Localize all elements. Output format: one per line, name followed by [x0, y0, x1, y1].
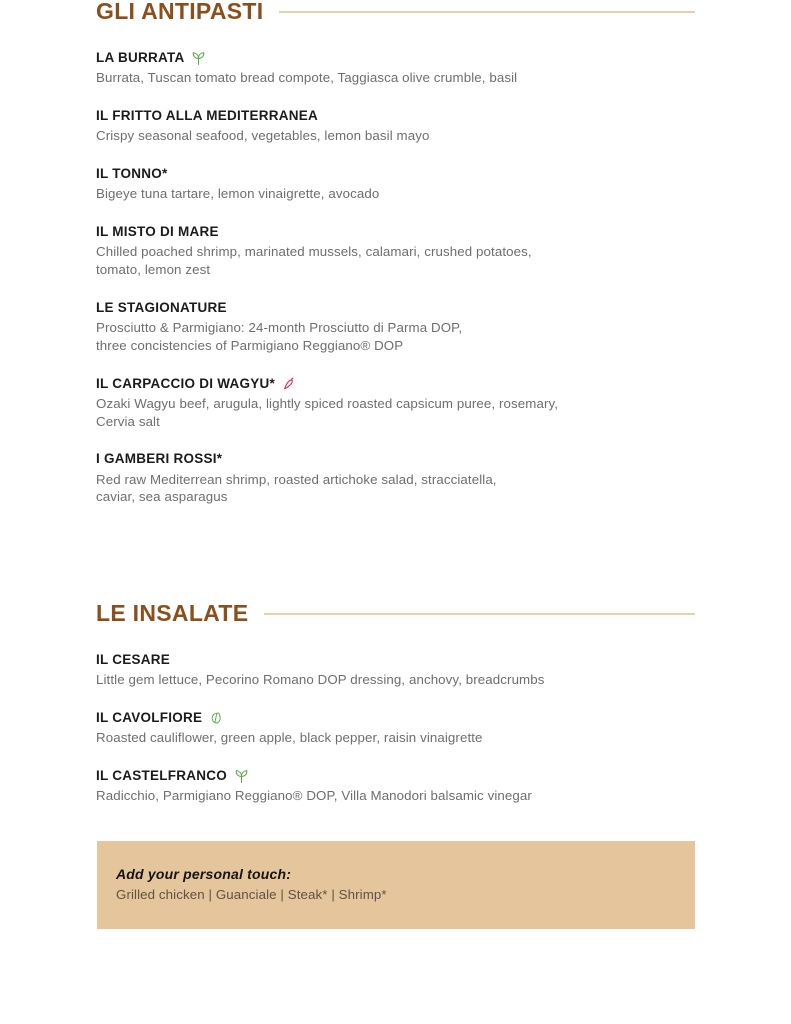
- menu-item: [96, 300, 695, 355]
- section-header-insalate: [96, 602, 695, 625]
- section-title: GLI ANTIPASTI: [96, 0, 264, 24]
- menu-item: [96, 768, 695, 805]
- menu-item-name: IL CARPACCIO DI WAGYU*: [96, 375, 276, 391]
- menu-item-heading: [96, 376, 695, 392]
- menu-item-description: Crispy seasonal seafood, vegetables, lemon basil mayo: [96, 128, 430, 144]
- menu-item-heading: [96, 652, 695, 668]
- menu-item-name: IL CAVOLFIORE: [96, 710, 203, 726]
- menu-item-description: Little gem lettuce, Pecorino Romano DOP dressing, anchovy, breadcrumbs: [96, 672, 545, 688]
- menu-item-heading: [96, 451, 695, 467]
- menu-item-name: IL CESARE: [96, 652, 171, 668]
- menu-item-name: IL MISTO DI MARE: [96, 224, 219, 239]
- menu-item-list-insalate: [96, 652, 695, 805]
- spicy-chili-icon: [282, 376, 297, 391]
- menu-item-description: Radicchio, Parmigiano Reggiano® DOP, Villa Manodori balsamic vinegar: [96, 788, 532, 804]
- menu-item-name: LA BURRATA: [96, 50, 185, 65]
- menu-item-heading: [96, 300, 695, 316]
- menu-item: [96, 451, 695, 506]
- menu-item-name: I GAMBERI ROSSI*: [96, 451, 223, 467]
- menu-item-description: Chilled poached shrimp, marinated mussels, calamari, crushed potatoes, tomato, lemon zest: [96, 244, 532, 277]
- menu-item: [96, 50, 695, 87]
- menu-section-insalate: [96, 602, 695, 929]
- menu-item-description: Bigeye tuna tartare, lemon vinaigrette, avocado: [96, 186, 380, 202]
- menu-item-list-antipasti: [96, 50, 695, 506]
- menu-item: [96, 652, 695, 689]
- add-ons-title: Add your personal touch:: [116, 866, 292, 883]
- menu-item: [96, 166, 695, 203]
- menu-item: [96, 108, 695, 145]
- menu-item-heading: [96, 710, 695, 726]
- add-ons-callout: [97, 841, 695, 929]
- menu-item-heading: [96, 224, 695, 240]
- menu-item: [96, 376, 695, 431]
- menu-item: [96, 710, 695, 747]
- menu-item-heading: [96, 768, 695, 784]
- menu-item-heading: [96, 108, 695, 124]
- menu-item-description: Burrata, Tuscan tomato bread compote, Taggiasca olive crumble, basil: [96, 70, 518, 86]
- vegan-leaf-icon: [209, 711, 223, 725]
- vegetarian-leaf-icon: [191, 51, 206, 66]
- section-title: LE INSALATE: [96, 600, 249, 627]
- section-divider-rule: [264, 613, 695, 615]
- section-header-antipasti: [96, 0, 695, 23]
- menu-item-description: Red raw Mediterrean shrimp, roasted artichoke salad, stracciatella, caviar, sea asparagus: [96, 471, 497, 505]
- menu-item-name: LE STAGIONATURE: [96, 299, 227, 315]
- section-divider-rule: [279, 11, 695, 13]
- menu-item-name: IL TONNO*: [96, 166, 168, 181]
- menu-item-name: IL CASTELFRANCO: [96, 768, 227, 784]
- menu-item-description: Roasted cauliflower, green apple, black pepper, raisin vinaigrette: [96, 730, 483, 746]
- menu-item-description: Prosciutto & Parmigiano: 24-month Prosciutto di Parma DOP, three concistencies of Parmigiano Reggiano® DOP: [96, 320, 463, 353]
- menu-item-heading: [96, 166, 695, 182]
- menu-item-description: Ozaki Wagyu beef, arugula, lightly spiced roasted capsicum puree, rosemary, Cervia salt: [96, 395, 559, 429]
- menu-section-antipasti: [96, 0, 695, 506]
- menu-item-heading: [96, 50, 695, 66]
- vegetarian-leaf-icon: [234, 769, 249, 784]
- menu-item: [96, 224, 695, 279]
- add-ons-options: Grilled chicken | Guanciale | Steak* | Shrimp*: [116, 887, 387, 903]
- menu-item-name: IL FRITTO ALLA MEDITERRANEA: [96, 108, 318, 123]
